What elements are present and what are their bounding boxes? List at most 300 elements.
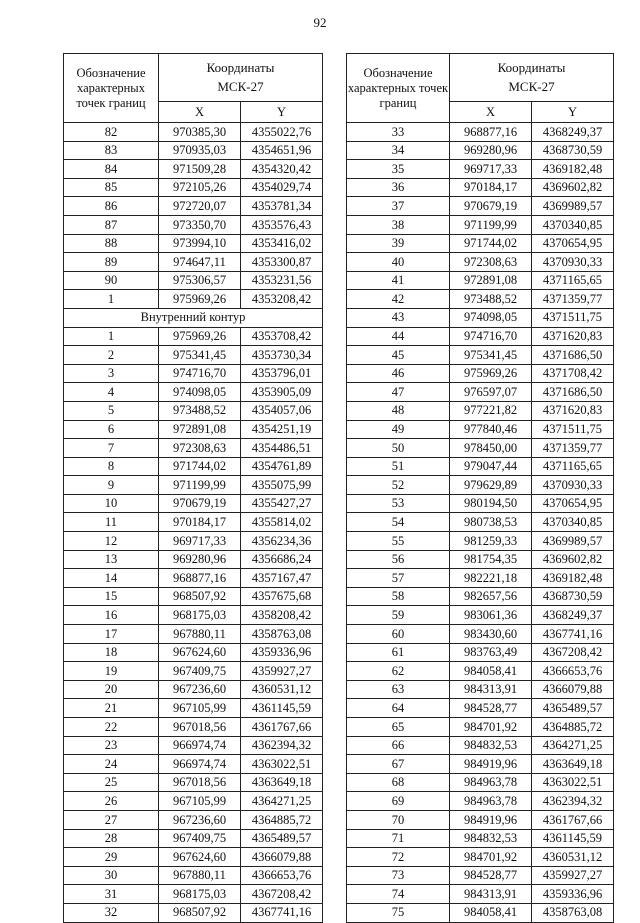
table-row [64, 197, 323, 216]
table-row [347, 197, 614, 216]
x-coordinate-cell: 969717,33 [450, 160, 532, 179]
point-number-cell: 34 [347, 141, 450, 160]
point-number-cell: 41 [347, 271, 450, 290]
point-number-cell: 7 [64, 439, 159, 458]
point-number-cell: 67 [347, 755, 450, 774]
header-designation: Обозначение характерных точек границ [64, 54, 159, 123]
y-coordinate-cell: 4361145,59 [532, 829, 614, 848]
point-number-cell: 71 [347, 829, 450, 848]
x-coordinate-cell: 967880,11 [159, 625, 241, 644]
x-coordinate-cell: 972891,08 [159, 420, 241, 439]
x-coordinate-cell: 979629,89 [450, 476, 532, 495]
table-row [64, 215, 323, 234]
y-coordinate-cell: 4358208,42 [241, 606, 323, 625]
y-coordinate-cell: 4367741,16 [532, 625, 614, 644]
header-x: X [450, 101, 532, 122]
table-row [347, 532, 614, 551]
y-coordinate-cell: 4361145,59 [241, 699, 323, 718]
table-row [347, 569, 614, 588]
point-number-cell: 58 [347, 587, 450, 606]
table-row [347, 587, 614, 606]
y-coordinate-cell: 4354761,89 [241, 457, 323, 476]
y-coordinate-cell: 4370930,33 [532, 253, 614, 272]
y-coordinate-cell: 4371511,75 [532, 420, 614, 439]
x-coordinate-cell: 978450,00 [450, 439, 532, 458]
y-coordinate-cell: 4369602,82 [532, 550, 614, 569]
table-row [347, 513, 614, 532]
point-number-cell: 28 [64, 829, 159, 848]
point-number-cell: 50 [347, 439, 450, 458]
x-coordinate-cell: 984058,41 [450, 903, 532, 922]
x-coordinate-cell: 981754,35 [450, 550, 532, 569]
y-coordinate-cell: 4365489,57 [241, 829, 323, 848]
y-coordinate-cell: 4357675,68 [241, 587, 323, 606]
y-coordinate-cell: 4370340,85 [532, 513, 614, 532]
point-number-cell: 52 [347, 476, 450, 495]
x-coordinate-cell: 974647,11 [159, 253, 241, 272]
y-coordinate-cell: 4362394,32 [241, 736, 323, 755]
table-row [64, 160, 323, 179]
x-coordinate-cell: 982221,18 [450, 569, 532, 588]
point-number-cell: 55 [347, 532, 450, 551]
x-coordinate-cell: 977840,46 [450, 420, 532, 439]
y-coordinate-cell: 4366653,76 [241, 866, 323, 885]
point-number-cell: 51 [347, 457, 450, 476]
table-row [347, 494, 614, 513]
table-row [64, 234, 323, 253]
y-coordinate-cell: 4365489,57 [532, 699, 614, 718]
x-coordinate-cell: 972308,63 [159, 439, 241, 458]
point-number-cell: 61 [347, 643, 450, 662]
x-coordinate-cell: 984528,77 [450, 866, 532, 885]
y-coordinate-cell: 4371359,77 [532, 439, 614, 458]
table-row [347, 699, 614, 718]
y-coordinate-cell: 4369602,82 [532, 178, 614, 197]
y-coordinate-cell: 4371359,77 [532, 290, 614, 309]
y-coordinate-cell: 4371165,65 [532, 271, 614, 290]
point-number-cell: 1 [64, 290, 159, 309]
y-coordinate-cell: 4367741,16 [241, 903, 323, 922]
point-number-cell: 85 [64, 178, 159, 197]
point-number-cell: 26 [64, 792, 159, 811]
table-row [347, 643, 614, 662]
point-number-cell: 2 [64, 346, 159, 365]
x-coordinate-cell: 984919,96 [450, 755, 532, 774]
table-body-left [64, 123, 323, 923]
point-number-cell: 23 [64, 736, 159, 755]
y-coordinate-cell: 4368730,59 [532, 141, 614, 160]
x-coordinate-cell: 984313,91 [450, 680, 532, 699]
point-number-cell: 72 [347, 848, 450, 867]
point-number-cell: 14 [64, 569, 159, 588]
y-coordinate-cell: 4353796,01 [241, 364, 323, 383]
point-number-cell: 65 [347, 718, 450, 737]
point-number-cell: 87 [64, 215, 159, 234]
y-coordinate-cell: 4368730,59 [532, 587, 614, 606]
point-number-cell: 83 [64, 141, 159, 160]
point-number-cell: 25 [64, 773, 159, 792]
y-coordinate-cell: 4371620,83 [532, 401, 614, 420]
point-number-cell: 70 [347, 810, 450, 829]
x-coordinate-cell: 967018,56 [159, 718, 241, 737]
table-row [64, 829, 323, 848]
x-coordinate-cell: 967409,75 [159, 662, 241, 681]
y-coordinate-cell: 4353576,43 [241, 215, 323, 234]
x-coordinate-cell: 967236,60 [159, 680, 241, 699]
x-coordinate-cell: 967880,11 [159, 866, 241, 885]
y-coordinate-cell: 4366079,88 [532, 680, 614, 699]
y-coordinate-cell: 4355814,02 [241, 513, 323, 532]
table-row [347, 141, 614, 160]
point-number-cell: 42 [347, 290, 450, 309]
x-coordinate-cell: 967018,56 [159, 773, 241, 792]
table-row [347, 290, 614, 309]
table-row [347, 903, 614, 922]
x-coordinate-cell: 972308,63 [450, 253, 532, 272]
x-coordinate-cell: 971744,02 [450, 234, 532, 253]
y-coordinate-cell: 4353708,42 [241, 327, 323, 346]
header-y: Y [532, 101, 614, 122]
x-coordinate-cell: 974098,05 [159, 383, 241, 402]
x-coordinate-cell: 980194,50 [450, 494, 532, 513]
table-row [347, 773, 614, 792]
point-number-cell: 88 [64, 234, 159, 253]
y-coordinate-cell: 4364271,25 [241, 792, 323, 811]
y-coordinate-cell: 4355075,99 [241, 476, 323, 495]
y-coordinate-cell: 4353300,87 [241, 253, 323, 272]
point-number-cell: 35 [347, 160, 450, 179]
x-coordinate-cell: 969280,96 [159, 550, 241, 569]
y-coordinate-cell: 4371686,50 [532, 346, 614, 365]
point-number-cell: 5 [64, 401, 159, 420]
point-number-cell: 89 [64, 253, 159, 272]
table-row [64, 885, 323, 904]
table-row [347, 401, 614, 420]
x-coordinate-cell: 967105,99 [159, 699, 241, 718]
point-number-cell: 18 [64, 643, 159, 662]
section-title: Внутренний контур [64, 308, 323, 327]
x-coordinate-cell: 966974,74 [159, 736, 241, 755]
table-row [347, 457, 614, 476]
table-row [347, 680, 614, 699]
y-coordinate-cell: 4364885,72 [241, 810, 323, 829]
x-coordinate-cell: 971199,99 [159, 476, 241, 495]
table-row [64, 736, 323, 755]
table-row [64, 606, 323, 625]
point-number-cell: 16 [64, 606, 159, 625]
point-number-cell: 90 [64, 271, 159, 290]
y-coordinate-cell: 4353730,34 [241, 346, 323, 365]
table-body-right [347, 123, 614, 923]
table-row [64, 123, 323, 142]
header-coordinate-system: МСК-27 [508, 79, 555, 95]
y-coordinate-cell: 4355022,76 [241, 123, 323, 142]
x-coordinate-cell: 984963,78 [450, 792, 532, 811]
table-row [64, 848, 323, 867]
section-row [64, 308, 323, 327]
x-coordinate-cell: 983763,49 [450, 643, 532, 662]
y-coordinate-cell: 4360531,12 [241, 680, 323, 699]
table-row [64, 364, 323, 383]
x-coordinate-cell: 968877,16 [450, 123, 532, 142]
table-row [347, 420, 614, 439]
table-row [347, 178, 614, 197]
x-coordinate-cell: 984832,53 [450, 829, 532, 848]
table-row [64, 476, 323, 495]
table-row [64, 439, 323, 458]
point-number-cell: 37 [347, 197, 450, 216]
table-row [347, 123, 614, 142]
table-row [347, 718, 614, 737]
y-coordinate-cell: 4369989,57 [532, 197, 614, 216]
point-number-cell: 82 [64, 123, 159, 142]
y-coordinate-cell: 4369989,57 [532, 532, 614, 551]
table-row [64, 810, 323, 829]
table-row [347, 308, 614, 327]
y-coordinate-cell: 4371708,42 [532, 364, 614, 383]
table-row [64, 643, 323, 662]
x-coordinate-cell: 970679,19 [159, 494, 241, 513]
x-coordinate-cell: 972891,08 [450, 271, 532, 290]
table-row [64, 141, 323, 160]
x-coordinate-cell: 966974,74 [159, 755, 241, 774]
point-number-cell: 48 [347, 401, 450, 420]
y-coordinate-cell: 4358763,08 [532, 903, 614, 922]
y-coordinate-cell: 4371620,83 [532, 327, 614, 346]
y-coordinate-cell: 4359927,27 [532, 866, 614, 885]
y-coordinate-cell: 4370340,85 [532, 215, 614, 234]
table-row [347, 848, 614, 867]
table-row [64, 587, 323, 606]
header-coordinates [159, 54, 323, 102]
x-coordinate-cell: 984058,41 [450, 662, 532, 681]
x-coordinate-cell: 967624,60 [159, 848, 241, 867]
table-row [64, 271, 323, 290]
y-coordinate-cell: 4353905,09 [241, 383, 323, 402]
table-row [347, 885, 614, 904]
x-coordinate-cell: 979047,44 [450, 457, 532, 476]
x-coordinate-cell: 984313,91 [450, 885, 532, 904]
x-coordinate-cell: 972105,26 [159, 178, 241, 197]
y-coordinate-cell: 4361767,66 [532, 810, 614, 829]
x-coordinate-cell: 969280,96 [450, 141, 532, 160]
page-number: 92 [313, 15, 327, 30]
point-number-cell: 4 [64, 383, 159, 402]
x-coordinate-cell: 967624,60 [159, 643, 241, 662]
y-coordinate-cell: 4354320,42 [241, 160, 323, 179]
point-number-cell: 53 [347, 494, 450, 513]
point-number-cell: 29 [64, 848, 159, 867]
y-coordinate-cell: 4355427,27 [241, 494, 323, 513]
x-coordinate-cell: 972720,07 [159, 197, 241, 216]
y-coordinate-cell: 4361767,66 [241, 718, 323, 737]
table-row [64, 346, 323, 365]
y-coordinate-cell: 4353781,34 [241, 197, 323, 216]
table-row [64, 718, 323, 737]
point-number-cell: 15 [64, 587, 159, 606]
point-number-cell: 74 [347, 885, 450, 904]
y-coordinate-cell: 4367208,42 [532, 643, 614, 662]
point-number-cell: 57 [347, 569, 450, 588]
x-coordinate-cell: 984963,78 [450, 773, 532, 792]
table-row [64, 513, 323, 532]
point-number-cell: 56 [347, 550, 450, 569]
point-number-cell: 66 [347, 736, 450, 755]
x-coordinate-cell: 975969,26 [450, 364, 532, 383]
x-coordinate-cell: 969717,33 [159, 532, 241, 551]
point-number-cell: 19 [64, 662, 159, 681]
y-coordinate-cell: 4364885,72 [532, 718, 614, 737]
point-number-cell: 20 [64, 680, 159, 699]
x-coordinate-cell: 974716,70 [450, 327, 532, 346]
y-coordinate-cell: 4362394,32 [532, 792, 614, 811]
header-coordinates-title: Координаты [497, 60, 566, 76]
header-coordinates [450, 54, 614, 102]
point-number-cell: 39 [347, 234, 450, 253]
table-row [347, 550, 614, 569]
y-coordinate-cell: 4353208,42 [241, 290, 323, 309]
table-row [64, 662, 323, 681]
x-coordinate-cell: 975341,45 [450, 346, 532, 365]
point-number-cell: 38 [347, 215, 450, 234]
point-number-cell: 64 [347, 699, 450, 718]
point-number-cell: 75 [347, 903, 450, 922]
y-coordinate-cell: 4359927,27 [241, 662, 323, 681]
y-coordinate-cell: 4356686,24 [241, 550, 323, 569]
x-coordinate-cell: 975341,45 [159, 346, 241, 365]
point-number-cell: 62 [347, 662, 450, 681]
y-coordinate-cell: 4371686,50 [532, 383, 614, 402]
point-number-cell: 10 [64, 494, 159, 513]
x-coordinate-cell: 984832,53 [450, 736, 532, 755]
y-coordinate-cell: 4370930,33 [532, 476, 614, 495]
x-coordinate-cell: 983430,60 [450, 625, 532, 644]
point-number-cell: 86 [64, 197, 159, 216]
y-coordinate-cell: 4371511,75 [532, 308, 614, 327]
point-number-cell: 54 [347, 513, 450, 532]
y-coordinate-cell: 4353416,02 [241, 234, 323, 253]
x-coordinate-cell: 984701,92 [450, 848, 532, 867]
table-row [347, 327, 614, 346]
table-row [347, 606, 614, 625]
y-coordinate-cell: 4358763,08 [241, 625, 323, 644]
point-number-cell: 68 [347, 773, 450, 792]
y-coordinate-cell: 4354057,06 [241, 401, 323, 420]
y-coordinate-cell: 4363649,18 [241, 773, 323, 792]
y-coordinate-cell: 4370654,95 [532, 494, 614, 513]
table-row [347, 755, 614, 774]
table-row [64, 253, 323, 272]
point-number-cell: 73 [347, 866, 450, 885]
x-coordinate-cell: 973994,10 [159, 234, 241, 253]
table-row [64, 420, 323, 439]
y-coordinate-cell: 4354651,96 [241, 141, 323, 160]
coordinates-table-left [63, 53, 323, 923]
x-coordinate-cell: 968175,03 [159, 606, 241, 625]
header-designation: Обозначение характерных точек границ [347, 54, 450, 123]
x-coordinate-cell: 984528,77 [450, 699, 532, 718]
table-row [347, 662, 614, 681]
table-row [347, 383, 614, 402]
x-coordinate-cell: 975969,26 [159, 290, 241, 309]
x-coordinate-cell: 973488,52 [450, 290, 532, 309]
table-row [347, 810, 614, 829]
table-row [64, 327, 323, 346]
x-coordinate-cell: 970184,17 [159, 513, 241, 532]
table-row [347, 829, 614, 848]
y-coordinate-cell: 4354029,74 [241, 178, 323, 197]
table-row [347, 866, 614, 885]
point-number-cell: 11 [64, 513, 159, 532]
point-number-cell: 21 [64, 699, 159, 718]
point-number-cell: 59 [347, 606, 450, 625]
table-row [347, 215, 614, 234]
y-coordinate-cell: 4363022,51 [532, 773, 614, 792]
y-coordinate-cell: 4356234,36 [241, 532, 323, 551]
x-coordinate-cell: 967236,60 [159, 810, 241, 829]
point-number-cell: 12 [64, 532, 159, 551]
header-coordinate-system: МСК-27 [217, 79, 264, 95]
y-coordinate-cell: 4369182,48 [532, 569, 614, 588]
table-row [64, 625, 323, 644]
point-number-cell: 49 [347, 420, 450, 439]
y-coordinate-cell: 4357167,47 [241, 569, 323, 588]
y-coordinate-cell: 4366653,76 [532, 662, 614, 681]
table-row [347, 271, 614, 290]
x-coordinate-cell: 981259,33 [450, 532, 532, 551]
table-row [64, 290, 323, 309]
x-coordinate-cell: 968507,92 [159, 903, 241, 922]
point-number-cell: 45 [347, 346, 450, 365]
point-number-cell: 44 [347, 327, 450, 346]
table-row [64, 550, 323, 569]
table-row [347, 792, 614, 811]
y-coordinate-cell: 4353231,56 [241, 271, 323, 290]
table-row [64, 401, 323, 420]
table-row [347, 160, 614, 179]
point-number-cell: 40 [347, 253, 450, 272]
x-coordinate-cell: 970385,30 [159, 123, 241, 142]
table-row [64, 866, 323, 885]
point-number-cell: 13 [64, 550, 159, 569]
y-coordinate-cell: 4368249,37 [532, 123, 614, 142]
x-coordinate-cell: 982657,56 [450, 587, 532, 606]
x-coordinate-cell: 970184,17 [450, 178, 532, 197]
y-coordinate-cell: 4367208,42 [241, 885, 323, 904]
y-coordinate-cell: 4354486,51 [241, 439, 323, 458]
x-coordinate-cell: 968175,03 [159, 885, 241, 904]
table-row [64, 680, 323, 699]
table-row [64, 773, 323, 792]
point-number-cell: 43 [347, 308, 450, 327]
table-row [347, 625, 614, 644]
x-coordinate-cell: 967409,75 [159, 829, 241, 848]
table-row [64, 792, 323, 811]
header-x: X [159, 101, 241, 122]
point-number-cell: 30 [64, 866, 159, 885]
point-number-cell: 27 [64, 810, 159, 829]
point-number-cell: 84 [64, 160, 159, 179]
y-coordinate-cell: 4370654,95 [532, 234, 614, 253]
y-coordinate-cell: 4359336,96 [532, 885, 614, 904]
point-number-cell: 63 [347, 680, 450, 699]
table-row [64, 178, 323, 197]
table-row [347, 253, 614, 272]
x-coordinate-cell: 970679,19 [450, 197, 532, 216]
point-number-cell: 8 [64, 457, 159, 476]
point-number-cell: 24 [64, 755, 159, 774]
table-row [64, 699, 323, 718]
